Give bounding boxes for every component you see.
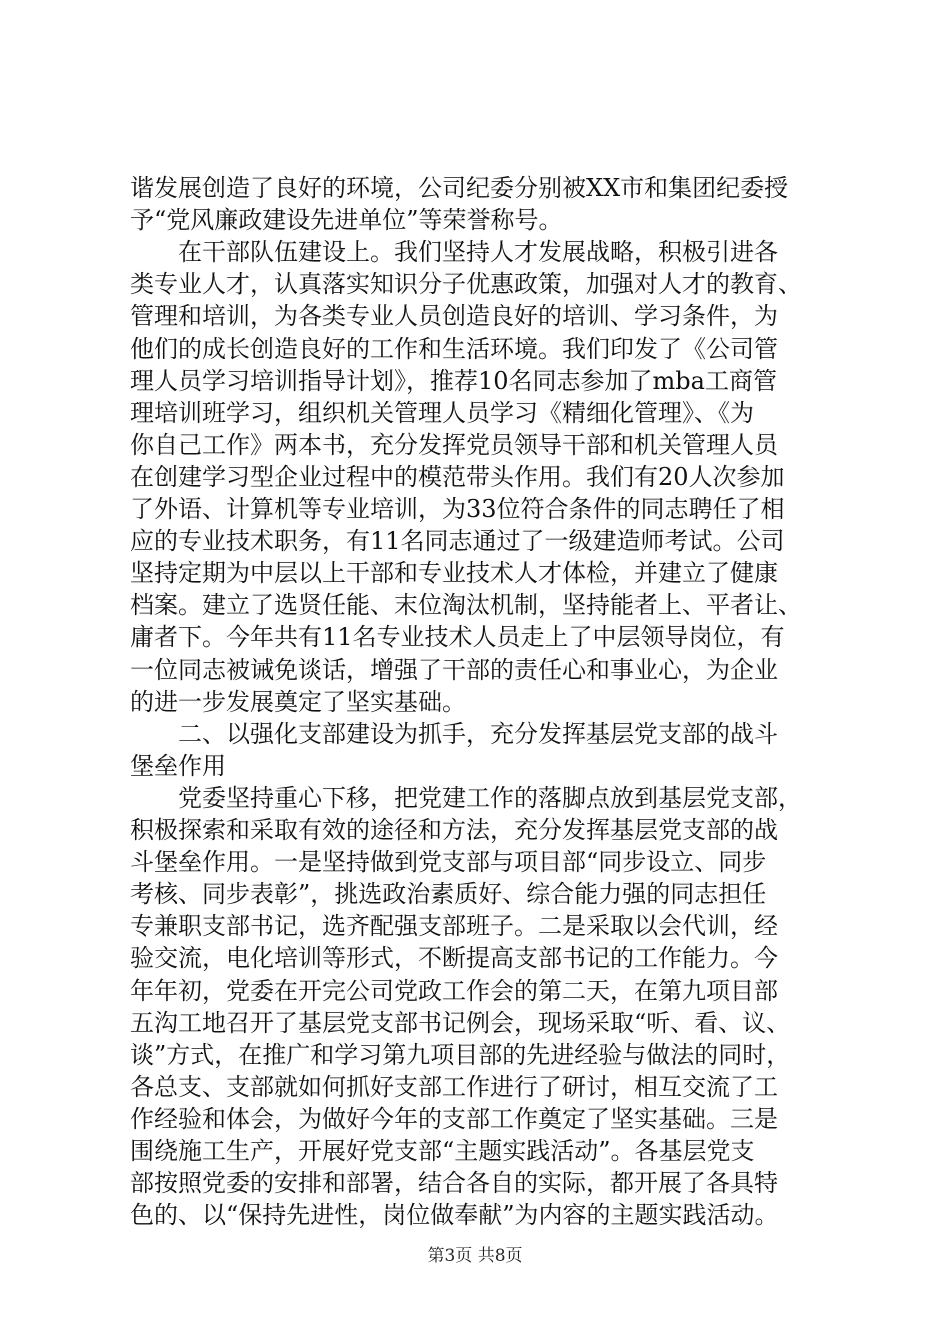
text-line: 的进一步发展奠定了坚实基础。 [130,687,466,716]
text-line: 他们的成长创造良好的工作和生活环境。我们印发了《公司管 [130,334,778,363]
text-line: 在创建学习型企业过程中的模范带头作用。我们有20人次参加 [130,462,785,491]
text-line: 积极探索和采取有效的途径和方法，充分发挥基层党支部的战 [130,816,778,844]
page-footer: 第3页 共8页 [427,1246,523,1266]
text-line: 坚持定期为中层以上干部和专业技术人才体检，并建立了健康 [130,559,778,588]
text-line: 党委坚持重心下移，把党建工作的落脚点放到基层党支部， [130,783,802,812]
text-line: 理人员学习培训指导计划》，推荐10名同志参加了mba工商管 [130,366,777,395]
text-line: 谐发展创造了良好的环境，公司纪委分别被XX市和集团纪委授 [130,174,789,202]
text-line: 验交流，电化培训等形式，不断提高支部书记的工作能力。今 [130,944,778,973]
text-line: 部按照党委的安排和部署，结合各自的实际，都开展了各具特 [130,1169,778,1198]
text-line: 档案。建立了选贤任能、末位淘汰机制，坚持能者上、平者让、 [130,591,802,620]
text-line: 围绕施工生产，开展好党支部“主题实践活动”。各基层党支 [130,1137,755,1165]
text-line: 一位同志被诫免谈话，增强了干部的责任心和事业心，为企业 [130,655,778,684]
text-line: 你自己工作》两本书，充分发挥党员领导干部和机关管理人员 [130,430,778,459]
text-line: 类专业人才，认真落实知识分子优惠政策，加强对人才的教育、 [130,270,802,299]
text-line: 谈”方式，在推广和学习第九项目部的先进经验与做法的同时， [130,1040,791,1069]
text-line: 五沟工地召开了基层党支部书记例会，现场采取“听、看、议、 [130,1008,791,1037]
text-line: 专兼职支部书记，选齐配强支部班子。二是采取以会代训，经 [130,912,778,941]
text-line: 在干部队伍建设上。我们坚持人才发展战略，积极引进各 [130,238,778,267]
text-line: 二、以强化支部建设为抓手，充分发挥基层党支部的战斗 [130,719,778,748]
text-line: 色的、以“保持先进性，岗位做奉献”为内容的主题实践活动。 [130,1201,779,1230]
text-line: 理培训班学习，组织机关管理人员学习《精细化管理》、《为 [130,398,754,427]
text-line: 庸者下。今年共有11名专业技术人员走上了中层领导岗位，有 [130,623,785,652]
text-line: 斗堡垒作用。一是坚持做到党支部与项目部“同步设立、同步 [130,848,767,877]
text-line: 各总支、支部就如何抓好支部工作进行了研讨，相互交流了工 [130,1072,778,1101]
text-line: 应的专业技术职务，有11名同志通过了一级建造师考试。公司 [130,527,785,556]
text-line: 考核、同步表彰”，挑选政治素质好、综合能力强的同志担任 [130,880,767,909]
text-line: 作经验和体会，为做好今年的支部工作奠定了坚实基础。三是 [130,1104,778,1133]
text-line: 年年初，党委在开完公司党政工作会的第二天，在第九项目部 [130,976,778,1005]
text-line: 管理和培训，为各类专业人员创造良好的培训、学习条件，为 [130,302,778,331]
text-line: 堡垒作用 [130,751,226,780]
text-line: 予“党风廉政建设先进单位”等荣誉称号。 [130,206,563,235]
text-line: 了外语、计算机等专业培训，为33位符合条件的同志聘任了相 [130,495,785,523]
